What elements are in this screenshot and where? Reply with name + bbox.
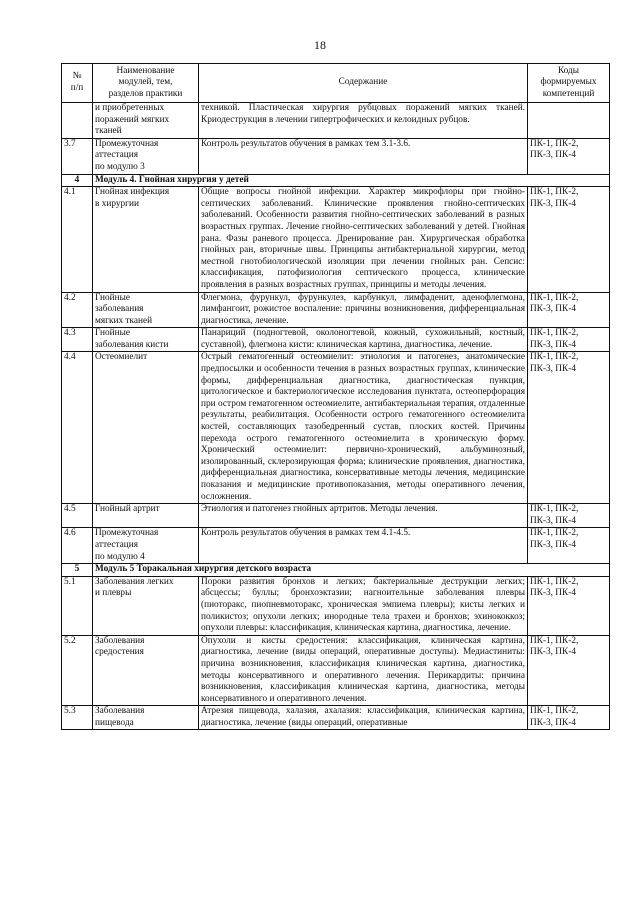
topic-content: Общие вопросы гнойной инфекции. Характер микрофлоры при гнойно-септических заболеваний. Клинические проявления гнойно-септических заболеваний. Особенности развития гнойно-септических заболеваний в разных возрастных группах. Лечение гнойно-септических заболеваний у детей. Гнойная рана. Фазы раневого процесса. Дренирование ран. Хирургическая обработка гнойных ран, вторичные швы. Принципы антибактериальной хирургии, метод местной гнотобиологической изоляции при лечении гнойных ран. Сепсис: классификация, патофизиология септического процесса, клинические проявления в разных возрастных группах, принципы и методы лечения. bbox=[199, 187, 528, 292]
topic-name: Гнойные заболевания мягких тканей bbox=[93, 292, 199, 328]
header-number: № п/п bbox=[62, 64, 93, 103]
topic-content: Флегмона, фурункул, фурункулез, карбункул, лимфаденит, аденофлегмона, лимфангоит, рожистое воспаление: причины возникновения, дифференциальная диагностика, лечение. bbox=[199, 292, 528, 328]
topic-content: Панариций (подногтевой, околоногтевой, кожный, сухожильный, костный, суставной), флегмона кисти: клиническая картина, диагностика, лечение. bbox=[199, 328, 528, 352]
topic-content: Опухоли и кисты средостения: классификация, клиническая картина, диагностика, лечение (виды операций, оперативные доступы). Медиастиниты: причина возникновения, классификация клиническая картина, диагностика, методы консервативного и оперативного лечения. Перикардиты: причина возникновения, классификация клиническая картина, диагностика, методы консервативного и оперативного лечения. bbox=[199, 635, 528, 706]
table-row bbox=[62, 504, 610, 528]
topic-name: Промежуточная аттестация по модулю 3 bbox=[93, 138, 199, 174]
table-row bbox=[62, 187, 610, 292]
topic-number: 5.1 bbox=[62, 576, 93, 635]
module-number: 5 bbox=[62, 564, 93, 577]
topic-number: 4.2 bbox=[62, 292, 93, 328]
topic-content: Острый гематогенный остеомиелит: этиология и патогенез, анатомические предпосылки и особенности течения в разных возрастных группах, клинические формы, дифференциальная диагностика, диагностическая пункция, цитологическое и бактериологическое исследования пунктата, остеоперфорация при остром гематогенном остеомиелите, антибактериальная терапия, отдаленные результаты, реабилитация. Особенности острого гематогенного остеомиелита костей, составляющих тазобедренный сустав, плоских костей. Причины перехода острого гематогенного остеомиелита в хроническую форму. Хронический остеомиелит: первично-хронический, альбуминозный, изолированный, склерозирующая форма; клинические проявления, диагностика, дифференциальная диагностика, консервативные методы лечения, медицинские показания и медицинские противопоказания, методы оперативного лечения, осложнения. bbox=[199, 352, 528, 504]
competence-codes: ПК-1, ПК-2, ПК-3, ПК-4 bbox=[528, 187, 610, 292]
competence-codes: ПК-1, ПК-2, ПК-3, ПК-4 bbox=[528, 706, 610, 730]
topic-name: и приобретенных поражений мягких тканей bbox=[93, 103, 199, 139]
topic-content: Атрезия пищевода, халазия, ахалазия: классификация, клиническая картина, диагностика, лечение (виды операций, оперативные bbox=[199, 706, 528, 730]
topic-number: 5.3 bbox=[62, 706, 93, 730]
module-row bbox=[62, 564, 610, 577]
table-row bbox=[62, 103, 610, 139]
topic-name: Гнойные заболевания кисти bbox=[93, 328, 199, 352]
competence-codes: ПК-1, ПК-2, ПК-3, ПК-4 bbox=[528, 328, 610, 352]
header-content: Содержание bbox=[199, 64, 528, 103]
curriculum-table bbox=[61, 63, 610, 730]
competence-codes: ПК-1, ПК-2, ПК-3, ПК-4 bbox=[528, 635, 610, 706]
topic-number: 4.3 bbox=[62, 328, 93, 352]
competence-codes: ПК-1, ПК-2, ПК-3, ПК-4 bbox=[528, 504, 610, 528]
competence-codes bbox=[528, 103, 610, 139]
table-row bbox=[62, 352, 610, 504]
table-row bbox=[62, 328, 610, 352]
topic-number: 5.2 bbox=[62, 635, 93, 706]
module-number: 4 bbox=[62, 174, 93, 187]
competence-codes: ПК-1, ПК-2, ПК-3, ПК-4 bbox=[528, 292, 610, 328]
table-body bbox=[62, 103, 610, 730]
header-name: Наименование модулей, тем, разделов практики bbox=[93, 64, 199, 103]
topic-number: 4.5 bbox=[62, 504, 93, 528]
topic-name: Промежуточная аттестация по модулю 4 bbox=[93, 528, 199, 564]
topic-name: Гнойная инфекция в хирургии bbox=[93, 187, 199, 292]
topic-content: Контроль результатов обучения в рамках тем 4.1-4.5. bbox=[199, 528, 528, 564]
competence-codes: ПК-1, ПК-2, ПК-3, ПК-4 bbox=[528, 352, 610, 504]
competence-codes: ПК-1, ПК-2, ПК-3, ПК-4 bbox=[528, 576, 610, 635]
topic-number: 3.7 bbox=[62, 138, 93, 174]
topic-content: Пороки развития бронхов и легких; бактериальные деструкции легких; абсцессы; буллы; бронхоэктазии; нагноительные заболевания плевры (пиоторакс, пиопневмоторакс, хроническая эмпиема плевры); кисты легких и поликистоз; опухоли легких; инородные тела трахеи и бронхов; эхинококкоз; опухоли плевры: классификация, клиническая картина, диагностика, лечение. bbox=[199, 576, 528, 635]
module-row bbox=[62, 174, 610, 187]
table-row bbox=[62, 635, 610, 706]
topic-number: 4.1 bbox=[62, 187, 93, 292]
topic-name: Заболевания средостения bbox=[93, 635, 199, 706]
topic-content: Контроль результатов обучения в рамках тем 3.1-3.6. bbox=[199, 138, 528, 174]
module-title: Модуль 4. Гнойная хирургия у детей bbox=[93, 174, 610, 187]
table-row bbox=[62, 528, 610, 564]
competence-codes: ПК-1, ПК-2, ПК-3, ПК-4 bbox=[528, 138, 610, 174]
topic-name: Заболевания пищевода bbox=[93, 706, 199, 730]
topic-name: Заболевания легких и плевры bbox=[93, 576, 199, 635]
module-title: Модуль 5 Торакальная хирургия детского возраста bbox=[93, 564, 610, 577]
topic-number: 4.6 bbox=[62, 528, 93, 564]
table-row bbox=[62, 706, 610, 730]
table-header-row bbox=[62, 64, 610, 103]
table-row bbox=[62, 138, 610, 174]
topic-content: техникой. Пластическая хирургия рубцовых поражений мягких тканей. Криодеструкция в лечении гипертрофических и келоидных рубцов. bbox=[199, 103, 528, 139]
topic-name: Остеомиелит bbox=[93, 352, 199, 504]
competence-codes: ПК-1, ПК-2, ПК-3, ПК-4 bbox=[528, 528, 610, 564]
topic-number: 4.4 bbox=[62, 352, 93, 504]
topic-name: Гнойный артрит bbox=[93, 504, 199, 528]
table-row bbox=[62, 292, 610, 328]
topic-content: Этиология и патогенез гнойных артритов. Методы лечения. bbox=[199, 504, 528, 528]
header-codes: Коды формируемых компетенций bbox=[528, 64, 610, 103]
table-row bbox=[62, 576, 610, 635]
page-number: 18 bbox=[314, 38, 326, 52]
topic-number bbox=[62, 103, 93, 139]
